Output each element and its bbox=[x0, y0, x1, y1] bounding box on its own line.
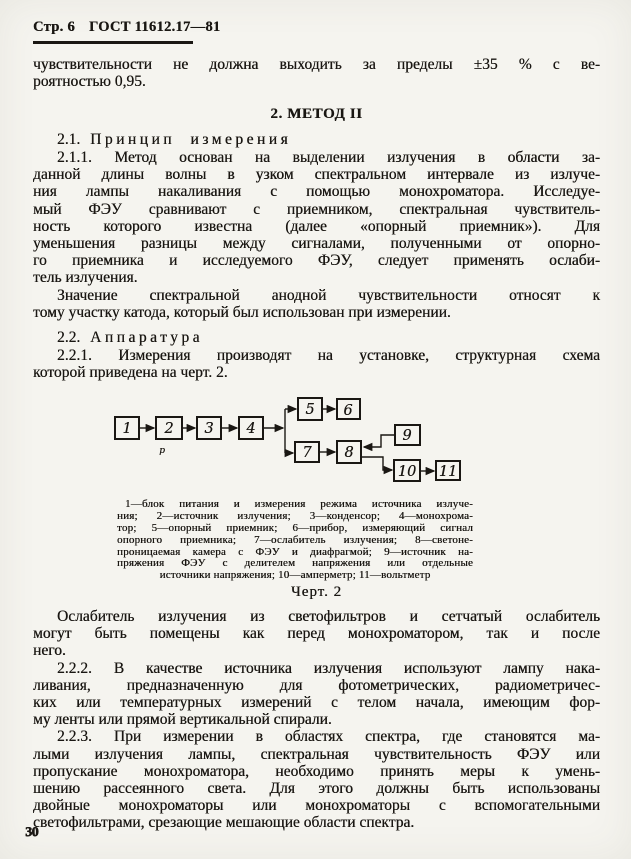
diagram-box-6 bbox=[337, 399, 360, 419]
box-3-label: 3 bbox=[204, 421, 214, 438]
subsection-2-2-heading bbox=[33, 329, 600, 347]
paragraph-oslabitel bbox=[33, 608, 600, 660]
paragraph-2-2-1 bbox=[33, 347, 600, 381]
text-line: 2.2.1. Измерения производят на установке, структурная схема bbox=[57, 347, 600, 365]
text-line: источники напряжения; 10—амперметр; 11—вольтметр bbox=[159, 569, 431, 582]
block-diagram-figure-2 bbox=[100, 395, 480, 493]
text-line: данной длины волны в узком спектральном интервале из излуче- bbox=[33, 166, 600, 184]
paragraph-2-2-3 bbox=[33, 728, 600, 831]
paragraph-2-2-2 bbox=[33, 660, 600, 729]
box-1-label: 1 bbox=[122, 421, 132, 438]
box-4-label: 4 bbox=[246, 421, 256, 438]
text-line: тор; 5—опорный приемник; 6—прибор, измеряющий сигнал bbox=[117, 522, 473, 535]
text-line: светофильтрами, срезающие мешающие области спектра. bbox=[33, 814, 415, 832]
box-9-label: 9 bbox=[402, 428, 412, 445]
text-line: 2.2.3. При измерении в областях спектра, где становятся ма- bbox=[57, 728, 600, 746]
text-line: него. bbox=[33, 642, 66, 660]
diagram-box-9 bbox=[395, 425, 420, 445]
footer-page-number: 30 bbox=[25, 825, 38, 840]
diagram-box-7 bbox=[295, 442, 319, 462]
page-header bbox=[33, 19, 600, 36]
subsection-2-1-heading bbox=[33, 131, 600, 149]
text-line: ния; 2—источник излучения; 3—конденсор; 4—монохрома- bbox=[117, 510, 473, 523]
subsection-2-1-title: Принцип измерения bbox=[90, 131, 292, 148]
diagram-box-3 bbox=[197, 417, 221, 439]
text-line: ность которого известна (далее «опорный приемник»). Для bbox=[33, 217, 600, 235]
text-line: 2.1.1. Метод основан на выделении излучения в области за- bbox=[57, 149, 600, 166]
text-line: лыми излучения лампы, спектральная чувствительность ФЭУ или bbox=[33, 745, 600, 763]
text-line: 1—блок питания и измерения режима источника излуче- bbox=[125, 498, 473, 511]
text-line: Ослабитель излучения из светофильтров и сетчатый ослабитель bbox=[57, 608, 600, 626]
header-underline bbox=[33, 41, 193, 44]
box-11-label: 11 bbox=[438, 464, 458, 481]
paragraph-intro bbox=[33, 56, 600, 90]
diagram-box-8 bbox=[337, 441, 361, 463]
figure-2-caption bbox=[117, 499, 473, 582]
subsection-2-1-number: 2.1. bbox=[57, 131, 81, 148]
print-artifact-mark: р bbox=[159, 446, 165, 457]
diagram-box-11 bbox=[436, 461, 460, 480]
diagram-box-2 bbox=[156, 417, 182, 439]
text-line: го приемника и исследуемого ФЭУ, следует применять ослаби- bbox=[33, 252, 600, 270]
figure-2-label: Черт. 2 bbox=[290, 584, 343, 601]
header-doc-number: ГОСТ 11612.17—81 bbox=[88, 19, 221, 35]
diagram-box-10 bbox=[394, 460, 420, 481]
box-8-label: 8 bbox=[344, 445, 354, 462]
section-2-heading: 2. МЕТОД II bbox=[270, 106, 363, 122]
text-line: пряжения ФЭУ с делителем напряжения или отдельные bbox=[117, 557, 473, 570]
text-line: пропускание монохроматора, необходимо принять меры к умень- bbox=[33, 762, 600, 780]
text-line: могут быть помещены как перед монохроматором, так и после bbox=[33, 625, 600, 643]
text-line: проницаемая камера с ФЭУ и диафрагмой; 9—источник на- bbox=[117, 545, 473, 558]
paragraph-znachenie bbox=[33, 287, 600, 321]
header-page-label: Стр. 6 bbox=[33, 19, 75, 35]
text-line: опорного приемника; 7—ослабитель излучения; 8—светоне- bbox=[117, 533, 473, 546]
text-line: тому участку катода, который был использован при измерении. bbox=[33, 303, 451, 321]
text-line: роятностью 0,95. bbox=[33, 72, 146, 90]
subsection-2-2-title: Аппаратура bbox=[90, 329, 203, 347]
text-line: тель излучения. bbox=[33, 269, 138, 287]
text-line: чувствительности не должна выходить за пределы ±35 % с ве- bbox=[33, 55, 600, 73]
box-10-label: 10 bbox=[397, 464, 417, 481]
text-line: ких или температурных измерений с телом начала, имеющим фор- bbox=[33, 694, 600, 712]
text-line: ния лампы накаливания с помощью монохроматора. Исследуе- bbox=[33, 183, 600, 201]
box-2-label: 2 bbox=[164, 421, 174, 438]
text-line: двойные монохроматоры или монохроматоры с вспомогательными bbox=[33, 797, 600, 815]
box-5-label: 5 bbox=[305, 402, 315, 419]
text-line: которой приведена на черт. 2. bbox=[33, 364, 228, 382]
box-7-label: 7 bbox=[302, 445, 312, 462]
text-line: Значение спектральной анодной чувствительности относят к bbox=[57, 286, 600, 304]
diagram-box-1 bbox=[115, 417, 139, 439]
arrow-9-8 bbox=[364, 435, 395, 447]
text-line: мый ФЭУ сравнивают с приемником, спектральная чувствитель- bbox=[33, 200, 600, 218]
diagram-box-5 bbox=[298, 398, 322, 420]
box-6-label: 6 bbox=[343, 403, 353, 420]
text-line: ливания, предназначенную для фотометрических, радиометричес- bbox=[33, 676, 600, 694]
subsection-2-2-number: 2.2. bbox=[57, 329, 81, 347]
arrow-8-10 bbox=[361, 457, 392, 470]
paragraph-2-1-1 bbox=[33, 149, 600, 287]
diagram-box-4 bbox=[239, 417, 263, 439]
diagram-connectors bbox=[139, 409, 434, 471]
text-line: уменьшения разницы между сигналами, полученными от опорно- bbox=[33, 235, 600, 253]
text-line: 2.2.2. В качестве источника излучения используют лампу нака- bbox=[57, 659, 600, 677]
text-line: му ленты или прямой вертикальной спирали. bbox=[33, 711, 332, 729]
text-line: шению рассеянного света. Для этого должны быть использованы bbox=[33, 780, 600, 798]
